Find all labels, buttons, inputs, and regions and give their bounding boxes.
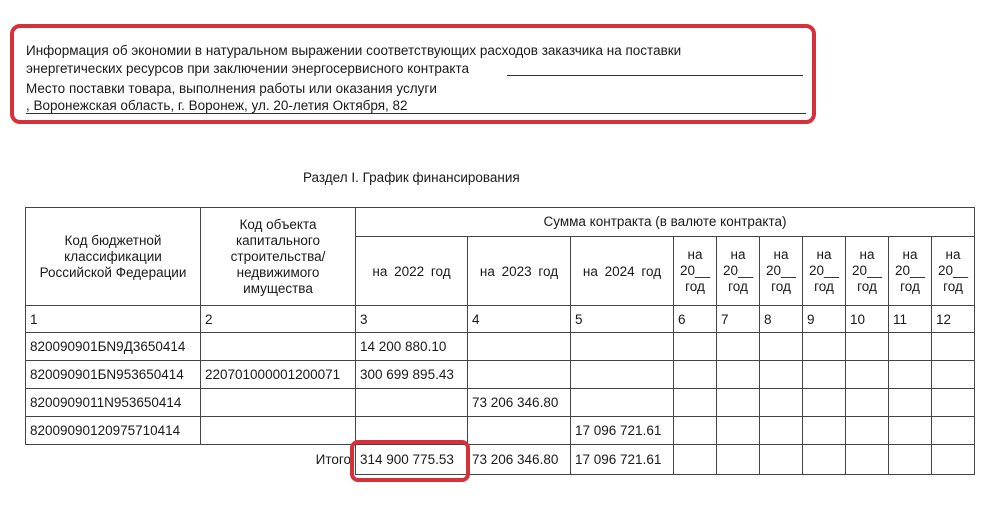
header-year-blank: на 20__ год (674, 237, 717, 306)
header-object-code: Код объекта капитального строительства/ недвижимого имущества (201, 208, 356, 306)
table-row (26, 417, 975, 445)
amount-2024-cell (571, 361, 674, 389)
column-number: 10 (846, 306, 889, 333)
total-2023-cell: 73 206 346.80 (468, 445, 571, 475)
column-number: 4 (468, 306, 571, 333)
info-line-2: энергетических ресурсов при заключении энергосервисного контракта (26, 61, 470, 76)
section-title: Раздел I. График финансирования (303, 170, 520, 185)
column-number: 7 (717, 306, 760, 333)
total-row (26, 445, 975, 475)
object-code-cell: 220701000001200071 (201, 361, 356, 389)
header-year-blank: на 20__ год (932, 237, 975, 306)
table-row (26, 333, 975, 361)
total-2022-cell: 314 900 775.53 (356, 445, 468, 475)
column-number: 11 (889, 306, 932, 333)
amount-2024-cell (571, 389, 674, 417)
info-underline-2 (26, 113, 806, 114)
kbk-cell: 820090901БN9Д3650414 (26, 333, 201, 361)
column-number: 9 (803, 306, 846, 333)
object-code-cell (201, 417, 356, 445)
info-line-4: , Воронежская область, г. Воронеж, ул. 20-летия Октября, 82 (26, 98, 408, 113)
amount-2023-cell: 73 206 346.80 (468, 389, 571, 417)
header-year-2024: на 2024 год (571, 237, 674, 306)
amount-2024-cell (571, 333, 674, 361)
column-number-row (26, 306, 975, 333)
header-year-2023: на 2023 год (468, 237, 571, 306)
amount-2023-cell (468, 361, 571, 389)
amount-2022-cell (356, 389, 468, 417)
object-code-cell (201, 333, 356, 361)
column-number: 2 (201, 306, 356, 333)
column-number: 3 (356, 306, 468, 333)
column-number: 8 (760, 306, 803, 333)
header-year-2022: на 2022 год (356, 237, 468, 306)
financing-table (25, 207, 975, 475)
total-label: Итого (315, 452, 351, 468)
object-code-cell (201, 389, 356, 417)
amount-2023-cell (468, 333, 571, 361)
total-2024-cell: 17 096 721.61 (571, 445, 674, 475)
column-number: 1 (26, 306, 201, 333)
header-year-blank: на 20__ год (889, 237, 932, 306)
table-row (26, 361, 975, 389)
amount-2024-cell: 17 096 721.61 (571, 417, 674, 445)
column-number: 6 (674, 306, 717, 333)
header-contract-sum: Сумма контракта (в валюте контракта) (356, 208, 975, 237)
info-underline-1 (507, 75, 803, 76)
column-number: 12 (932, 306, 975, 333)
kbk-cell: 8200909011N953650414 (26, 389, 201, 417)
table-row (26, 389, 975, 417)
column-number: 5 (571, 306, 674, 333)
amount-2023-cell (468, 417, 571, 445)
header-year-blank: на 20__ год (803, 237, 846, 306)
info-line-3: Место поставки товара, выполнения работы или оказания услуги (26, 81, 437, 96)
total-highlight-box (350, 440, 470, 482)
header-year-blank: на 20__ год (846, 237, 889, 306)
header-year-blank: на 20__ год (760, 237, 803, 306)
header-year-blank: на 20__ год (717, 237, 760, 306)
kbk-cell: 82009090120975710414 (26, 417, 201, 445)
kbk-cell: 820090901БN953650414 (26, 361, 201, 389)
info-line-1: Информация об экономии в натуральном выражении соответствующих расходов заказчика на поставки (26, 43, 682, 58)
amount-2022-cell: 14 200 880.10 (356, 333, 468, 361)
header-kbk: Код бюджетной классификации Российской Федерации (26, 208, 201, 306)
amount-2022-cell: 300 699 895.43 (356, 361, 468, 389)
